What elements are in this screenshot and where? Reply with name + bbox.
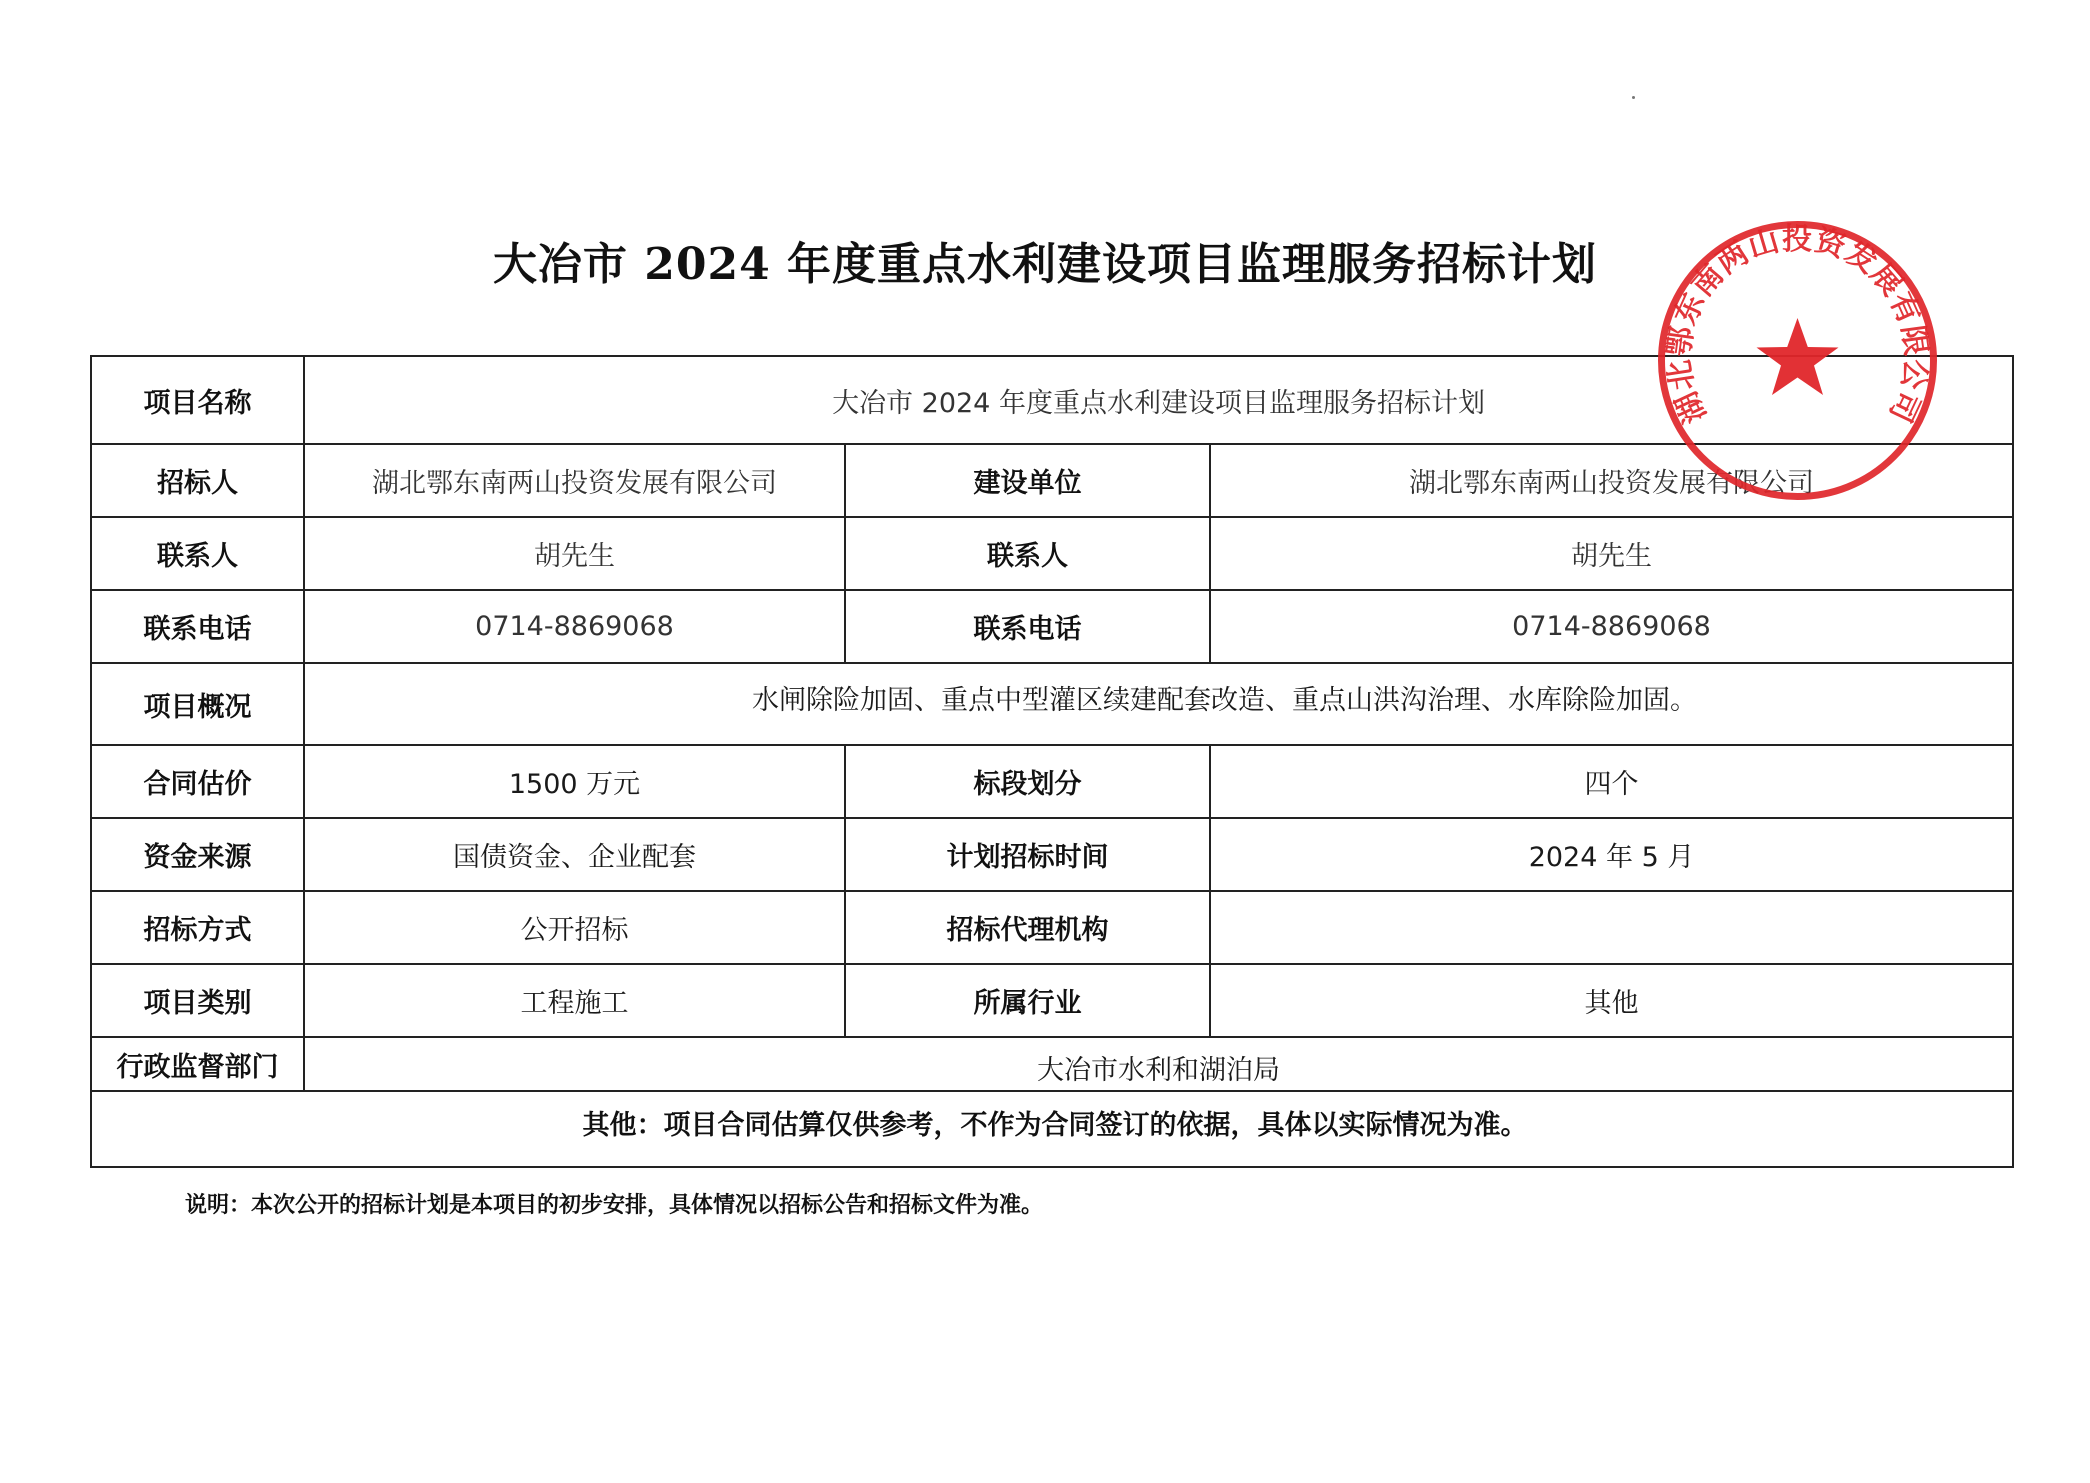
phone-value-right: 0714-8869068 (1210, 590, 2013, 663)
row-supervisor (91, 1037, 2013, 1091)
row-method (91, 891, 2013, 964)
scan-speck (1632, 96, 1635, 99)
industry-value: 其他 (1210, 964, 2013, 1037)
plan-time-label: 计划招标时间 (845, 818, 1210, 891)
contact-label-left: 联系人 (91, 517, 304, 590)
funding-label: 资金来源 (91, 818, 304, 891)
contact-value-left: 胡先生 (304, 517, 845, 590)
tenderer-label: 招标人 (91, 444, 304, 517)
contact-value-right: 胡先生 (1210, 517, 2013, 590)
industry-label: 所属行业 (845, 964, 1210, 1037)
row-phone (91, 590, 2013, 663)
overview-value: 水闸除险加固、重点中型灌区续建配套改造、重点山洪沟治理、水库除险加固。 (304, 663, 2013, 745)
phone-label-right: 联系电话 (845, 590, 1210, 663)
row-funding (91, 818, 2013, 891)
company-seal (1655, 218, 1940, 503)
project-name-label: 项目名称 (91, 356, 304, 444)
sections-label: 标段划分 (845, 745, 1210, 818)
contract-price-value: 1500 万元 (304, 745, 845, 818)
row-price (91, 745, 2013, 818)
contact-label-right: 联系人 (845, 517, 1210, 590)
category-value: 工程施工 (304, 964, 845, 1037)
tenderer-value: 湖北鄂东南两山投资发展有限公司 (304, 444, 845, 517)
other-note: 其他：项目合同估算仅供参考，不作为合同签订的依据，具体以实际情况为准。 (91, 1091, 2013, 1167)
row-category (91, 964, 2013, 1037)
phone-label-left: 联系电话 (91, 590, 304, 663)
footer-note: 说明：本次公开的招标计划是本项目的初步安排，具体情况以招标公告和招标文件为准。 (185, 1193, 1044, 1218)
seal-text: 湖北鄂东南两山投资发展有限公司 (1661, 221, 1934, 429)
supervisor-value: 大冶市水利和湖泊局 (304, 1037, 2013, 1091)
page-title: 大冶市 2024 年度重点水利建设项目监理服务招标计划 (492, 239, 1598, 290)
builder-label: 建设单位 (845, 444, 1210, 517)
method-label: 招标方式 (91, 891, 304, 964)
overview-label: 项目概况 (91, 663, 304, 745)
agency-label: 招标代理机构 (845, 891, 1210, 964)
sections-value: 四个 (1210, 745, 2013, 818)
row-overview (91, 663, 2013, 745)
row-contact (91, 517, 2013, 590)
agency-value (1210, 891, 2013, 964)
method-value: 公开招标 (304, 891, 845, 964)
row-other (91, 1091, 2013, 1167)
contract-price-label: 合同估价 (91, 745, 304, 818)
funding-value: 国债资金、企业配套 (304, 818, 845, 891)
project-name-value: 大冶市 2024 年度重点水利建设项目监理服务招标计划 (304, 356, 2013, 444)
builder-value: 湖北鄂东南两山投资发展有限公司 (1210, 444, 2013, 517)
seal-star-icon (1757, 318, 1839, 395)
category-label: 项目类别 (91, 964, 304, 1037)
supervisor-label: 行政监督部门 (91, 1037, 304, 1091)
plan-time-value: 2024 年 5 月 (1210, 818, 2013, 891)
phone-value-left: 0714-8869068 (304, 590, 845, 663)
